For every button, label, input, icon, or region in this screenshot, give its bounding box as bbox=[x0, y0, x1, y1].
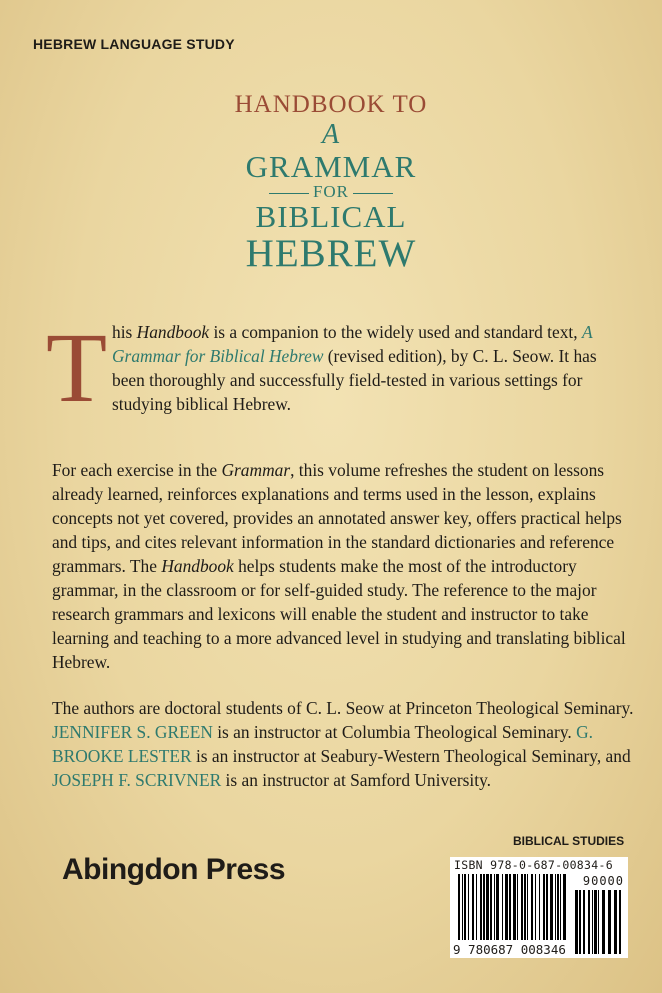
text: helps students make the most of the introductory grammar, in the classroom or for self-guided study. The reference to the major research grammars and lexicons will enable the student and instructor to take learning and teaching to a more advanced level in studying and translating biblical Hebrew. bbox=[52, 556, 626, 672]
barcode-bar bbox=[476, 874, 477, 940]
barcode-bar bbox=[517, 874, 518, 940]
barcode bbox=[450, 857, 628, 958]
publisher-logo: Abingdon Press bbox=[62, 853, 286, 886]
text-italic: Handbook bbox=[161, 556, 234, 576]
rule-left bbox=[269, 193, 309, 194]
series-label: HEBREW LANGUAGE STUDY bbox=[33, 36, 235, 52]
barcode-bar bbox=[464, 874, 466, 940]
isbn-text: ISBN 978-0-687-00834-6 bbox=[454, 858, 613, 872]
barcode-bar bbox=[560, 874, 561, 940]
text: (revised edition), by C. L. Seow. It has been thoroughly and successfully field-tested in various settings for studying biblical Hebrew. bbox=[112, 346, 597, 414]
barcode-bar bbox=[557, 874, 559, 940]
barcode-bar bbox=[531, 874, 533, 940]
barcode-bar bbox=[496, 874, 499, 940]
text: his bbox=[112, 322, 137, 342]
rule-right bbox=[353, 193, 393, 194]
barcode-bar bbox=[494, 874, 495, 940]
category-label: BIBLICAL STUDIES bbox=[513, 834, 625, 848]
authors-paragraph bbox=[52, 696, 634, 792]
text: is an instructor at Samford University. bbox=[221, 770, 492, 790]
barcode-bar bbox=[550, 874, 553, 940]
text-italic: Grammar bbox=[221, 460, 291, 480]
text: For each exercise in the bbox=[52, 460, 222, 480]
author-name: JENNIFER S. GREEN bbox=[52, 722, 213, 742]
barcode-bar bbox=[521, 874, 523, 940]
title-grammar: GRAMMAR bbox=[245, 149, 417, 184]
barcode-bar bbox=[594, 890, 597, 954]
barcode-bar bbox=[535, 874, 536, 940]
barcode-bar bbox=[458, 874, 460, 940]
author-name: JOSEPH F. SCRIVNER bbox=[52, 770, 222, 790]
barcode-bar bbox=[509, 874, 511, 940]
barcode-bar bbox=[527, 874, 528, 940]
barcode-bar bbox=[602, 890, 605, 954]
barcode-number: 9 780687 008346 bbox=[453, 942, 566, 957]
price-code: 90000 bbox=[582, 874, 624, 888]
barcode-bar bbox=[575, 890, 578, 954]
barcode-bar bbox=[563, 874, 566, 940]
book-title: A Grammar for Biblical Hebrew bbox=[112, 322, 593, 366]
barcode-bar bbox=[490, 874, 492, 940]
description-paragraph bbox=[52, 458, 634, 674]
barcode-bar bbox=[486, 874, 489, 940]
barcode-bar bbox=[583, 890, 585, 954]
barcode-bar bbox=[539, 874, 540, 940]
barcode-bar bbox=[513, 874, 516, 940]
title-for bbox=[0, 183, 662, 200]
barcode-bar bbox=[619, 890, 621, 954]
barcode-bar bbox=[462, 874, 463, 940]
author-name: G. BROOKE LESTER bbox=[52, 722, 593, 766]
text: The authors are doctoral students of C. L. Seow at Princeton Theological Seminary. bbox=[52, 698, 634, 718]
text: is a companion to the widely used and standard text, bbox=[209, 322, 582, 342]
barcode-bar bbox=[588, 890, 590, 954]
barcode-bar bbox=[472, 874, 474, 940]
drop-cap: T bbox=[46, 318, 108, 418]
barcode-bar bbox=[592, 890, 593, 954]
title-hebrew: HEBREW bbox=[245, 232, 417, 275]
barcode-bar bbox=[614, 890, 617, 954]
title-for-text: FOR bbox=[312, 182, 350, 201]
text: , this volume refreshes the student on lessons already learned, reinforces explanations and terms used in the lesson, explains concepts not yet covered, provides an annotated answer key, offers practical helps and tips, and cites relevant information in the standard dictionaries and reference grammars. The bbox=[52, 460, 622, 576]
barcode-bar bbox=[543, 874, 545, 940]
barcode-bar bbox=[502, 874, 503, 940]
title-biblical: BIBLICAL bbox=[255, 199, 407, 234]
barcode-bar bbox=[483, 874, 485, 940]
intro-paragraph bbox=[112, 320, 630, 416]
barcode-bar bbox=[546, 874, 548, 940]
barcode-bar bbox=[579, 890, 581, 954]
barcode-bar bbox=[468, 874, 469, 940]
barcode-bar bbox=[524, 874, 526, 940]
text-italic: Handbook bbox=[136, 322, 210, 342]
text: is an instructor at Seabury-Western Theological Seminary, and bbox=[191, 746, 631, 766]
title-handbook-to: HANDBOOK TO bbox=[234, 91, 428, 118]
barcode-bar bbox=[608, 890, 611, 954]
barcode-bar bbox=[555, 874, 556, 940]
text: is an instructor at Columbia Theological Seminary. bbox=[212, 722, 577, 742]
barcode-bar bbox=[480, 874, 482, 940]
barcode-bar bbox=[505, 874, 508, 940]
title-a: A bbox=[321, 119, 341, 150]
barcode-bar bbox=[598, 890, 599, 954]
body-text bbox=[52, 458, 634, 792]
